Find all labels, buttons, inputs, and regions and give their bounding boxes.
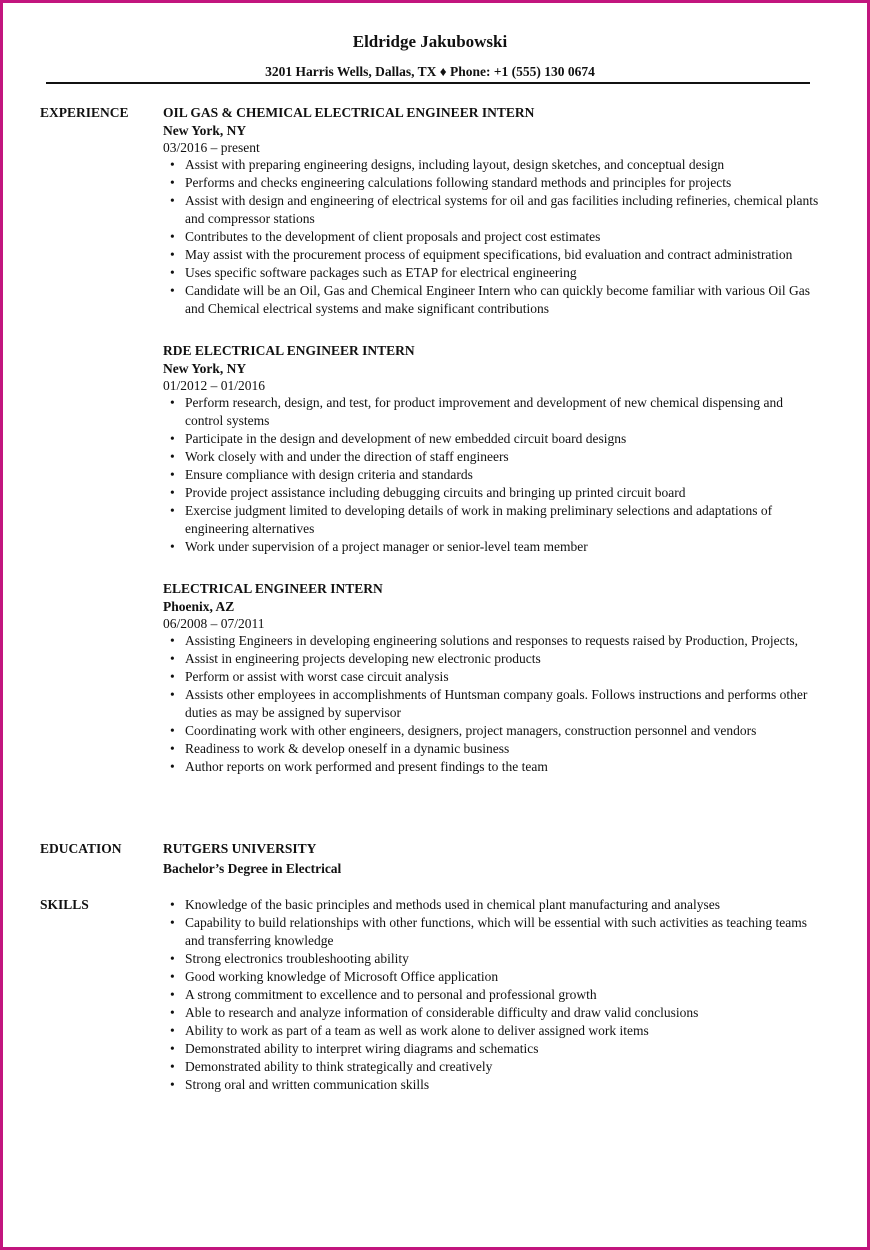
experience-label: EXPERIENCE <box>40 105 129 120</box>
skills-bullets <box>163 896 823 1094</box>
job-location: New York, NY <box>163 361 247 376</box>
school-name: RUTGERS UNIVERSITY <box>163 841 317 856</box>
job-entry <box>163 580 823 776</box>
bullet-item: • Perform research, design, and test, for product improvement and development of new chemical dispensing and control systems <box>185 394 823 430</box>
bullet-item: • Exercise judgment limited to developing details of work in making preliminary selections and adaptations of engineering alternatives <box>185 502 823 538</box>
job-dates: 03/2016 – present <box>163 140 260 155</box>
bullet-item: • Author reports on work performed and present findings to the team <box>185 758 823 776</box>
bullet-item: • Candidate will be an Oil, Gas and Chemical Engineer Intern who can quickly become familiar with various Oil Gas and Chemical electrical systems and make significant contributions <box>185 282 823 318</box>
bullet-item: • Work closely with and under the direction of staff engineers <box>185 448 823 466</box>
bullet-item: • Ability to work as part of a team as well as work alone to deliver assigned work items <box>185 1022 823 1040</box>
job-location: New York, NY <box>163 123 247 138</box>
bullet-item: • A strong commitment to excellence and to personal and professional growth <box>185 986 823 1004</box>
bullet-item: • Provide project assistance including debugging circuits and bringing up printed circuit board <box>185 484 823 502</box>
candidate-name: Eldridge Jakubowski <box>352 32 508 51</box>
job-entry <box>163 104 823 318</box>
job-title: ELECTRICAL ENGINEER INTERN <box>163 581 383 596</box>
bullet-item: • Assist with preparing engineering designs, including layout, design sketches, and conceptual design <box>185 156 823 174</box>
experience-list <box>163 104 823 796</box>
bullet-item: • Perform or assist with worst case circuit analysis <box>185 668 823 686</box>
bullet-item: • Good working knowledge of Microsoft Office application <box>185 968 823 986</box>
bullet-item: • Strong electronics troubleshooting ability <box>185 950 823 968</box>
contact-line: 3201 Harris Wells, Dallas, TX ♦ Phone: +1 (555) 130 0674 <box>265 64 595 79</box>
bullet-item: • Uses specific software packages such as ETAP for electrical engineering <box>185 264 823 282</box>
bullet-item: • Strong oral and written communication skills <box>185 1076 823 1094</box>
header-divider <box>46 82 810 84</box>
education-body <box>163 840 823 878</box>
bullet-item: • Participate in the design and development of new embedded circuit board designs <box>185 430 823 448</box>
bullet-item: • Demonstrated ability to interpret wiring diagrams and schematics <box>185 1040 823 1058</box>
bullet-item: • Contributes to the development of client proposals and project cost estimates <box>185 228 823 246</box>
job-bullets <box>163 156 823 318</box>
bullet-item: • Assist with design and engineering of electrical systems for oil and gas facilities including refineries, chemical plants and compressor stations <box>185 192 823 228</box>
bullet-item: • Assist in engineering projects developing new electronic products <box>185 650 823 668</box>
bullet-item: • Readiness to work & develop oneself in a dynamic business <box>185 740 823 758</box>
bullet-item: • Ensure compliance with design criteria and standards <box>185 466 823 484</box>
job-bullets <box>163 632 823 776</box>
bullet-item: • Performs and checks engineering calculations following standard methods and principles for projects <box>185 174 823 192</box>
job-dates: 01/2012 – 01/2016 <box>163 378 266 393</box>
job-dates: 06/2008 – 07/2011 <box>163 616 265 631</box>
education-label: EDUCATION <box>40 841 122 856</box>
job-bullets <box>163 394 823 556</box>
bullet-item: • Capability to build relationships with other functions, which will be essential with such activities as teaching teams and transferring knowledge <box>185 914 823 950</box>
bullet-item: • Demonstrated ability to think strategically and creatively <box>185 1058 823 1076</box>
skills-label: SKILLS <box>40 897 89 912</box>
bullet-item: • May assist with the procurement process of equipment specifications, bid evaluation and contract administration <box>185 246 823 264</box>
degree: Bachelor’s Degree in Electrical <box>163 861 342 876</box>
bullet-item: • Knowledge of the basic principles and methods used in chemical plant manufacturing and analyses <box>185 896 823 914</box>
job-entry <box>163 342 823 556</box>
skills-body <box>163 896 823 1094</box>
bullet-item: • Work under supervision of a project manager or senior-level team member <box>185 538 823 556</box>
job-title: RDE ELECTRICAL ENGINEER INTERN <box>163 343 415 358</box>
job-location: Phoenix, AZ <box>163 599 235 614</box>
bullet-item: • Able to research and analyze information of considerable difficulty and draw valid conclusions <box>185 1004 823 1022</box>
bullet-item: • Coordinating work with other engineers, designers, project managers, construction personnel and vendors <box>185 722 823 740</box>
job-title: OIL GAS & CHEMICAL ELECTRICAL ENGINEER INTERN <box>163 105 535 120</box>
bullet-item: • Assisting Engineers in developing engineering solutions and responses to requests raised by Production, Projects, <box>185 632 823 650</box>
bullet-item: • Assists other employees in accomplishments of Huntsman company goals. Follows instructions and performs other duties as may be assigned by supervisor <box>185 686 823 722</box>
